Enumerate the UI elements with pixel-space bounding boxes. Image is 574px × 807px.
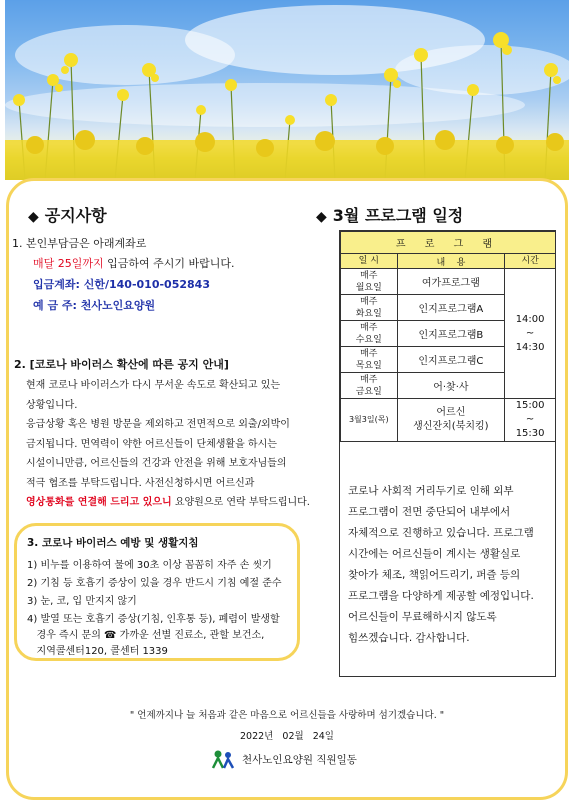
guidelines-heading: 3. 코로나 바이러스 예방 및 생활지침	[27, 537, 199, 549]
payment-deadline: 매달 25일까지	[33, 257, 104, 270]
table-row-special	[341, 399, 556, 442]
notice-heading: ◆ 공지사항	[28, 206, 107, 225]
flower-field-illustration	[5, 0, 569, 180]
footer-signature	[210, 748, 357, 770]
video-call-highlight: 영상통화를 연결해 드리고 있으니	[26, 497, 172, 508]
account-holder: 예 금 주: 천사노인요양원	[33, 299, 156, 312]
diamond-bullet-icon: ◆	[316, 209, 327, 225]
notice-item2-heading: 2. [코로나 바이러스 확산에 따른 공지 안내]	[14, 358, 229, 371]
program-cell: 여가프로그램	[397, 269, 505, 295]
schedule-notice-text: 코로나 사회적 거리두기로 인해 외부 프로그램이 전면 중단되어 내부에서 자체적으로 진행하고 있습니다. 프로그램 시간에는 어르신들이 계시는 생활실로 찾아가 체조, 책읽어드리기, 퍼즐 등의 프로그램을 다양하게 제공할 예정입니다. 어르신들이 무료해하시지 않도록 힘쓰겠습니다. 감사합니다.	[348, 485, 534, 644]
notice-item2-line: 현재 코로나 바이러스가 다시 무서운 속도로 확산되고 있는	[26, 380, 281, 391]
time-cell: 14:00 ~ 14:30	[505, 269, 556, 399]
col-day-header: 일 시	[341, 254, 398, 269]
guideline-item: 2) 기침 등 호흡기 증상이 있을 경우 반드시 기침 예절 준수	[27, 578, 282, 589]
guideline-item: 1) 비누를 이용하여 물에 30초 이상 꼼꼼히 자주 손 씻기	[27, 560, 272, 571]
schedule-table-box	[339, 230, 556, 677]
guideline-item: 경우 즉시 문의 ☎ 가까운 선별 진료소, 관할 보건소,	[27, 630, 265, 641]
guideline-item: 지역콜센터120, 콜센터 1339	[27, 646, 168, 657]
program-cell: 인지프로그램B	[397, 321, 505, 347]
covid-guidelines-box	[14, 523, 300, 661]
notice-item2-body	[26, 376, 310, 513]
bank-account: 입금계좌: 신한/140-010-052843	[33, 278, 210, 291]
header-banner-image	[5, 0, 569, 180]
diamond-bullet-icon: ◆	[28, 209, 39, 225]
notice-item1-line2: 매달 25일까지 입금하여 주시기 바랍니다.	[33, 257, 235, 270]
day-cell: 3월3일(목)	[341, 399, 398, 442]
care-home-logo-icon	[210, 748, 236, 770]
footer-quote: " 언제까지나 늘 처음과 같은 마음으로 어르신들을 사랑하며 섬기겠습니다. "	[129, 710, 445, 721]
program-cell: 인지프로그램C	[397, 347, 505, 373]
footer-date: 2022년 02월 24일	[239, 731, 334, 742]
day-cell: 매주 금요일	[341, 373, 398, 399]
table-row	[341, 269, 556, 295]
notice-item2-line: 시설이니만큼, 어르신들의 건강과 안전을 위해 보호자님들의	[26, 458, 287, 469]
schedule-table	[340, 231, 556, 442]
day-cell: 매주 월요일	[341, 269, 398, 295]
table-title: 프 로 그 램	[341, 232, 556, 254]
guideline-item: 3) 눈, 코, 입 만지지 않기	[27, 596, 137, 607]
notice-item2-line: 상황입니다.	[26, 399, 78, 411]
signature-text: 천사노인요양원 직원일동	[242, 753, 357, 766]
day-cell: 매주 목요일	[341, 347, 398, 373]
time-cell: 15:00 ~ 15:30	[505, 399, 556, 442]
col-content-header: 내 용	[397, 254, 505, 269]
guideline-item: 4) 발열 또는 호흡기 증상(기침, 인후통 등), 폐렴이 발생할	[27, 614, 280, 625]
notice-item1-line1: 1. 본인부담금은 아래계좌로	[12, 237, 147, 250]
notice-item2-line: 적극 협조를 부탁드립니다. 사전신청하시면 어르신과	[26, 477, 255, 489]
notice-item2-line: 금지됩니다. 면역력이 약한 어르신들이 단체생활을 하시는	[26, 438, 277, 450]
schedule-heading: ◆ 3월 프로그램 일정	[316, 206, 464, 225]
day-cell: 매주 수요일	[341, 321, 398, 347]
notice-item2-last-line: 영상통화를 연결해 드리고 있으니 요양원으로 연락 부탁드립니다.	[26, 497, 310, 508]
program-cell: 인지프로그램A	[397, 295, 505, 321]
col-time-header: 시간	[505, 254, 556, 269]
program-cell: 어·찾·사	[397, 373, 505, 399]
notice-item2-line: 응급상황 혹은 병원 방문을 제외하고 전면적으로 외출/외박이	[26, 419, 290, 430]
program-cell: 어르신 생신잔치(북치킹)	[397, 399, 505, 442]
day-cell: 매주 화요일	[341, 295, 398, 321]
